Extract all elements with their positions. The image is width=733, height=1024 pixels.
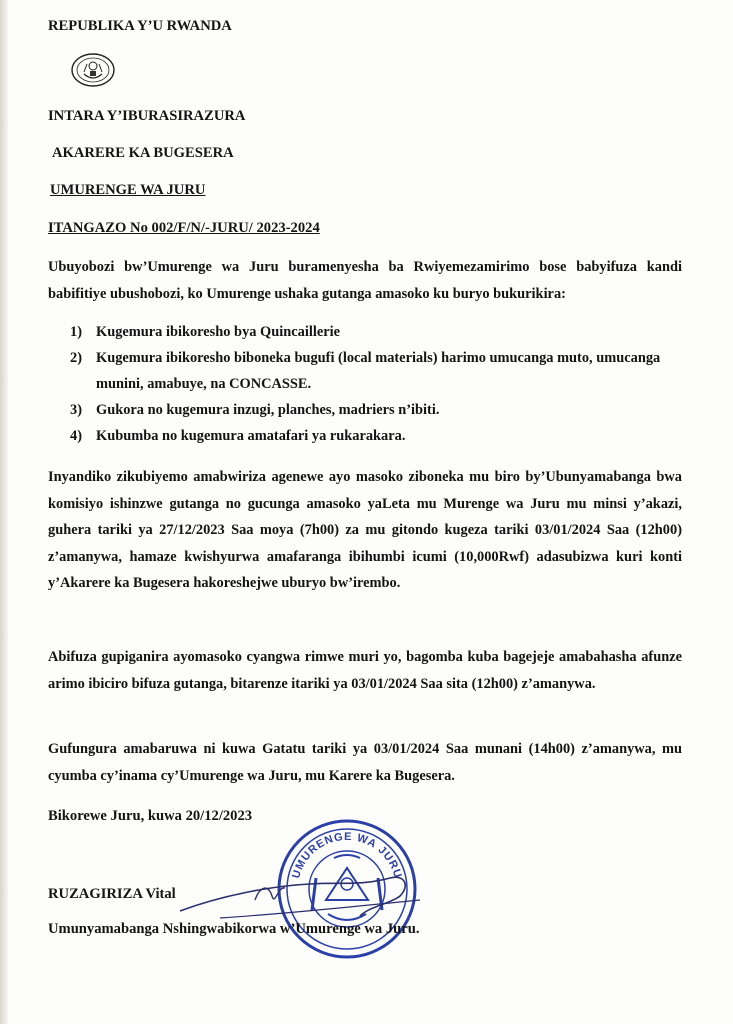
tender-list	[70, 319, 690, 449]
list-item-number: 1)	[70, 324, 82, 340]
stamp-text: UMURENGE WA JURU	[290, 830, 404, 880]
list-item-text: Kugemura ibikoresho biboneka bugufi (local materials) harimo umucanga muto, umucanga munini, amabuye, na CONCASSE.	[96, 350, 661, 392]
list-item-text: Kugemura ibikoresho bya Quincaillerie	[96, 324, 340, 340]
signatory-name: RUZAGIRIZA Vital	[48, 886, 176, 902]
opening-paragraph: Gufungura amabaruwa ni kuwa Gatatu tariki ya 03/01/2024 Saa munani (14h00) z’amanywa, mu cyumba cy’inama cy’Umurenge wa Juru, mu Karere ka Bugesera.	[48, 741, 682, 784]
sector-heading: UMURENGE WA JURU	[50, 182, 206, 198]
list-item	[70, 345, 690, 397]
paper-edge	[0, 0, 8, 1024]
intro-paragraph: Ubuyobozi bw’Umurenge wa Juru buramenyesha ba Rwiyemezamirimo bose babyifuza kandi babifitiye ubushobozi, ko Umurenge ushaka gutanga amasoko ku buryo bukurikira:	[48, 259, 682, 302]
list-item	[70, 423, 690, 449]
district-heading: AKARERE KA BUGESERA	[52, 145, 234, 161]
signatory-title: Umunyamabanga Nshingwabikorwa w’Umurenge wa Juru.	[48, 921, 420, 937]
list-item-text: Kubumba no kugemura amatafari ya rukarakara.	[96, 428, 406, 444]
list-item-number: 2)	[70, 350, 82, 366]
province-heading: INTARA Y’IBURASIRAZURA	[48, 108, 246, 124]
rwanda-coat-of-arms-icon	[70, 52, 116, 88]
list-item-text: Gukora no kugemura inzugi, planches, madriers n’ibiti.	[96, 402, 440, 418]
documents-paragraph: Inyandiko zikubiyemo amabwiriza agenewe ayo masoko ziboneka mu biro by’Ubunyamabanga bwa komisiyo ishinzwe gutanga no gucunga amasoko yaLeta mu Murenge wa Juru mu minsi y’akazi, guhera tariki ya 27/12/2023 Saa moya (7h00) za mu gitondo kugeza tariki 03/01/2024 Saa (12h00) z’amanywa, hamaze kwishyurwa amafaranga ibihumbi icumi (10,000Rwf) adasubizwa kuri konti y’Akarere ka Bugesera hakoreshejwe uburyo bw’irembo.	[48, 469, 682, 591]
list-item-number: 3)	[70, 402, 82, 418]
date-line: Bikorewe Juru, kuwa 20/12/2023	[48, 808, 253, 824]
list-item	[70, 397, 690, 423]
submission-paragraph: Abifuza gupiganira ayomasoko cyangwa rimwe muri yo, bagomba kuba bagejeje amabahasha afunze arimo ibiciro bifuza gutanga, bitarenze itariki ya 03/01/2024 Saa sita (12h00) z’amanywa.	[48, 649, 682, 692]
list-item	[70, 319, 690, 345]
notice-reference: ITANGAZO No 002/F/N/-JURU/ 2023-2024	[48, 220, 320, 236]
list-item-number: 4)	[70, 428, 82, 444]
country-heading: REPUBLIKA Y’U RWANDA	[48, 18, 232, 34]
